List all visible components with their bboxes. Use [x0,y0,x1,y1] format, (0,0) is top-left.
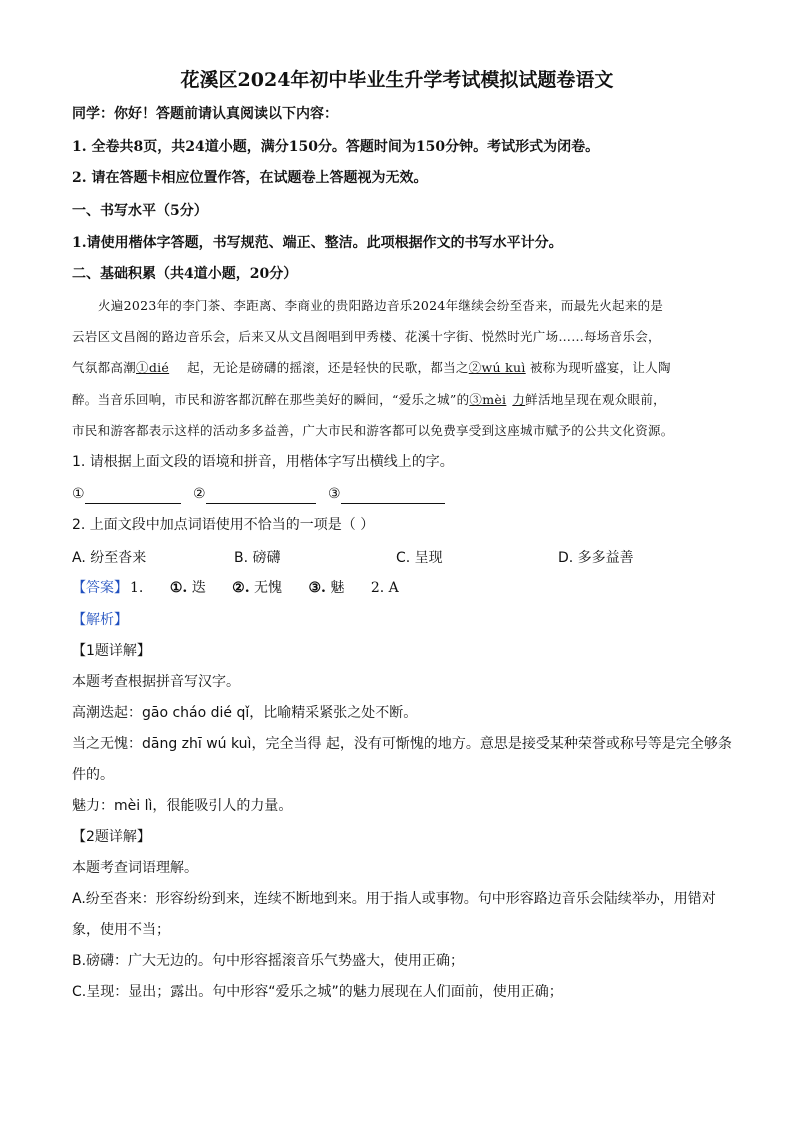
question-1: 1. 请根据上面文段的语境和拼音，用楷体字写出横线上的字。 [72,454,454,470]
option-a: A. 纷至沓来 [72,550,147,566]
answer-blank-1[interactable] [85,489,181,504]
detail-2-line-5: C.呈现：显出；露出。句中形容“爱乐之城”的魅力展现在人们面前，使用正确； [72,984,563,1000]
answer-3-number: ③. [308,580,326,596]
answer-1: 迭 [191,580,206,596]
detail-1-heading: 【1题详解】 [72,643,151,659]
passage-text: 醉。当音乐回响，市民和游客都沉醉在那些美好的瞬间，“爱乐之城”的 [72,392,470,407]
passage-text: 鲜活地呈现在观众眼前， [525,392,666,407]
section1-text: 1.请使用楷体字答题，书写规范、端正、整洁。此项根据作文的书写水平计分。 [72,235,563,251]
passage-line-2: 云岩区文昌阁的路边音乐会，后来又从文昌阁唱到甲秀楼、花溪十字街、悦然时光广场……每场音乐会， [72,329,661,344]
passage-line-1: 火遍2023年的李门茶、李距离、李商业的贵阳路边音乐2024年继续会纷至沓来，而最先火起来的是 [98,298,664,313]
passage-line-4 [72,390,666,410]
option-d: D. 多多益善 [558,550,634,566]
blank-label-1: ① [72,486,85,502]
answer-line [72,578,399,598]
answer-q2: 2. A [370,580,399,596]
intro-item-1: 1. 全卷共8页，共24道小题，满分150分。答题时间为150分钟。考试形式为闭卷。 [72,139,600,155]
section2-heading: 二、基础积累（共4道小题，20分） [72,266,298,282]
answer-q1-number: 1. [130,580,144,596]
analysis-label: 【解析】 [72,612,128,628]
answer-blank-3[interactable] [341,489,445,504]
passage-text: 气氛都高潮 [72,360,137,375]
page-title: 花溪区2024年初中毕业生升学考试模拟试题卷语文 [180,69,614,91]
passage-line-3 [72,358,671,378]
blank-label-3: ③ [328,486,341,502]
passage-text: 被称为现听盛宴，让人陶 [529,360,671,375]
detail-2-heading: 【2题详解】 [72,829,151,845]
pinyin-blank-2: ②wú kuì [468,360,526,375]
detail-1-line-3: 当之无愧：dāng zhī wú kuì，完全当得 起，没有可惭愧的地方。意思是接受某种荣誉或称号等是完全够条 [72,736,732,752]
detail-2-line-1: 本题考查词语理解。 [72,860,198,876]
section1-heading: 一、书写水平（5分） [72,203,208,219]
detail-2-line-2: A.纷至沓来：形容纷纷到来，连续不断地到来。用于指人或事物。句中形容路边音乐会陆续举办，用错对 [72,891,716,907]
detail-1-line-1: 本题考查根据拼音写汉字。 [72,674,240,690]
blank-label-2: ② [193,486,206,502]
answer-blanks-row [72,484,445,504]
question-2: 2. 上面文段中加点词语使用不恰当的一项是（ ） [72,517,375,533]
pinyin-blank-3: ③mèi [469,392,507,407]
answer-2-number: ②. [232,580,250,596]
detail-2-line-4: B.磅礴：广大无边的。句中形容摇滚音乐气势盛大，使用正确； [72,953,465,969]
answer-3: 魅 [330,580,345,596]
option-b: B. 磅礴 [234,550,281,566]
detail-2-line-3: 象，使用不当； [72,922,170,938]
passage-text: 力 [512,392,526,407]
intro-greeting: 同学：你好！答题前请认真阅读以下内容： [72,106,338,122]
intro-item-2: 2. 请在答题卡相应位置作答，在试题卷上答题视为无效。 [72,170,428,186]
passage-line-5: 市民和游客都表示这样的活动多多益善，广大市民和游客都可以免费享受到这座城市赋予的公共文化资源。 [72,423,674,438]
detail-1-line-2: 高潮迭起：gāo cháo dié qǐ，比喻精采紧张之处不断。 [72,705,418,721]
detail-1-line-4: 件的。 [72,767,114,783]
answer-1-number: ①. [169,580,188,596]
passage-text: 起，无论是磅礴的摇滚，还是轻快的民歌，都当之 [187,360,469,375]
option-c: C. 呈现 [396,550,443,566]
answer-2: 无愧 [254,580,283,596]
detail-1-line-5: 魅力：mèi lì，很能吸引人的力量。 [72,798,293,814]
answer-label: 【答案】 [72,580,128,596]
answer-blank-2[interactable] [206,489,316,504]
pinyin-blank-1: ①dié [136,360,170,375]
